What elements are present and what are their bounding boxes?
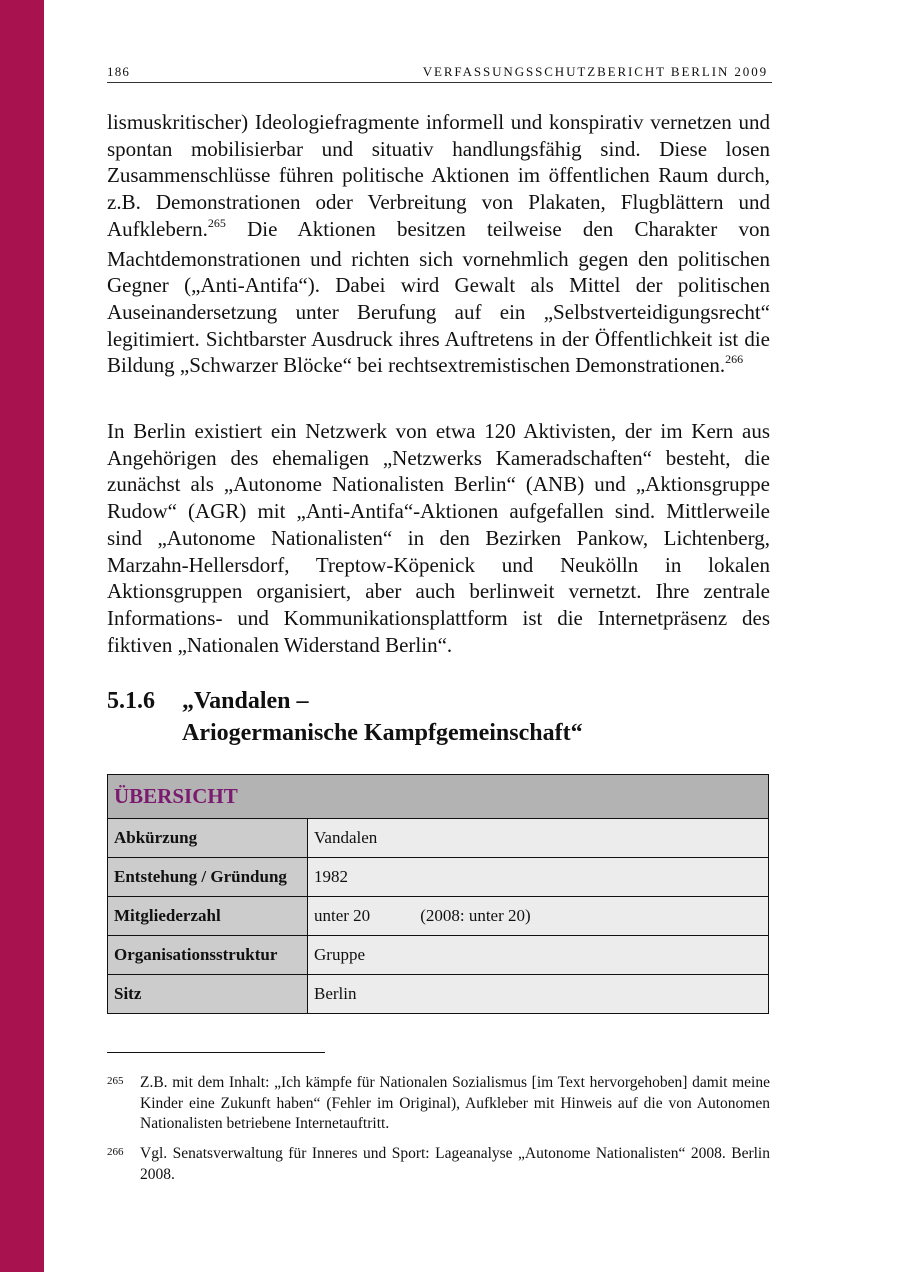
- footnote-266: [107, 1144, 770, 1185]
- overview-table: [107, 774, 769, 1014]
- table-row: [108, 897, 769, 936]
- row-label-abkuerzung: Abkürzung: [108, 819, 308, 858]
- paragraph-text: lismuskritischer) Ideologiefragmente informell und konspirativ vernetzen und spontan mobilisierbar und situativ handlungsfähig sind. Diese losen Zusammenschlüsse führen politische Aktionen im öffentlichen Raum durch, z.B. Demonstrationen oder Verbreitung von Plakaten, Flugblättern und Aufklebern.: [107, 110, 770, 241]
- row-label-organisationsstruktur: Organisationsstruktur: [108, 936, 308, 975]
- footnote-separator: [107, 1052, 325, 1053]
- paragraph-text: In Berlin existiert ein Netzwerk von etwa 120 Aktivisten, der im Kern aus Angehörigen des ehemaligen „Netzwerks Kameradschaften“ besteht, die zunächst als „Autonome Nationalisten Berlin“ (ANB) und „Aktionsgruppe Rudow“ (AGR) mit „Anti-Antifa“-Aktionen aufgefallen sind. Mittlerweile sind „Autonome Nationalisten“ in den Bezirken Pankow, Lichtenberg, Marzahn-Hellersdorf, Treptow-Köpenick und Neukölln in lokalen Aktionsgruppen organisiert, aber auch berlinweit vernetzt. Ihre zentrale Informations- und Kommunikationsplattform ist die Internetpräsenz des fiktiven „Nationalen Widerstand Berlin“.: [107, 419, 770, 657]
- footnote-265: [107, 1073, 770, 1135]
- row-value-sitz: Berlin: [308, 975, 769, 1014]
- table-row: [108, 975, 769, 1014]
- row-label-entstehung: Entstehung / Gründung: [108, 858, 308, 897]
- overview-header-row: [108, 775, 769, 819]
- footnote-ref-265[interactable]: 265: [207, 215, 226, 230]
- member-count-previous-year: (2008: unter 20): [420, 906, 531, 925]
- header-rule: [107, 82, 772, 83]
- row-value-mitgliederzahl: [308, 897, 769, 936]
- row-label-sitz: Sitz: [108, 975, 308, 1014]
- section-title: [182, 685, 682, 749]
- section-number: 5.1.6: [107, 688, 155, 714]
- section-title-line-2: Ariogermanische Kampfgemeinschaft“: [182, 720, 583, 746]
- table-row: [108, 936, 769, 975]
- chapter-color-bar: [0, 0, 44, 1272]
- row-value-abkuerzung: Vandalen: [308, 819, 769, 858]
- overview-title: ÜBERSICHT: [108, 775, 769, 819]
- running-header: VERFASSUNGSSCHUTZBERICHT BERLIN 2009: [422, 64, 768, 79]
- member-count: unter 20: [314, 906, 371, 925]
- body-paragraph-2: [107, 418, 770, 658]
- table-row: [108, 819, 769, 858]
- page-number: 186: [107, 64, 131, 79]
- footnote-mark: 265: [107, 1075, 124, 1087]
- footnote-mark: 266: [107, 1146, 124, 1158]
- footnote-text: Vgl. Senatsverwaltung für Inneres und Sport: Lageanalyse „Autonome Nationalisten“ 2008. Berlin 2008.: [140, 1145, 770, 1183]
- footnote-text: Z.B. mit dem Inhalt: „Ich kämpfe für Nationalen Sozialismus [im Text hervorgehoben] damit meine Kinder eine Zukunft haben“ (Fehler im Original), Aufkleber mit Hinweis auf die von Autonomen Nationalisten betriebene Internetauftritt.: [140, 1074, 770, 1132]
- body-paragraph-1: [107, 109, 770, 382]
- footnote-ref-266[interactable]: 266: [725, 352, 744, 367]
- paragraph-text: Die Aktionen besitzen teilweise den Charakter von Machtdemonstrationen und richten sich vornehmlich gegen den politischen Gegner („Anti-Antifa“). Dabei wird Gewalt als Mittel der politischen Auseinandersetzung unter Berufung auf ein „Selbstverteidigungsrecht“ legitimiert. Sichtbarster Ausdruck ihres Auftretens in der Öffentlichkeit ist die Bildung „Schwarzer Blöcke“ bei rechtsextremistischen Demonstrationen.: [107, 216, 770, 378]
- table-row: [108, 858, 769, 897]
- row-label-mitgliederzahl: Mitgliederzahl: [108, 897, 308, 936]
- row-value-organisationsstruktur: Gruppe: [308, 936, 769, 975]
- section-title-line-1: „Vandalen –: [182, 688, 309, 714]
- row-value-entstehung: 1982: [308, 858, 769, 897]
